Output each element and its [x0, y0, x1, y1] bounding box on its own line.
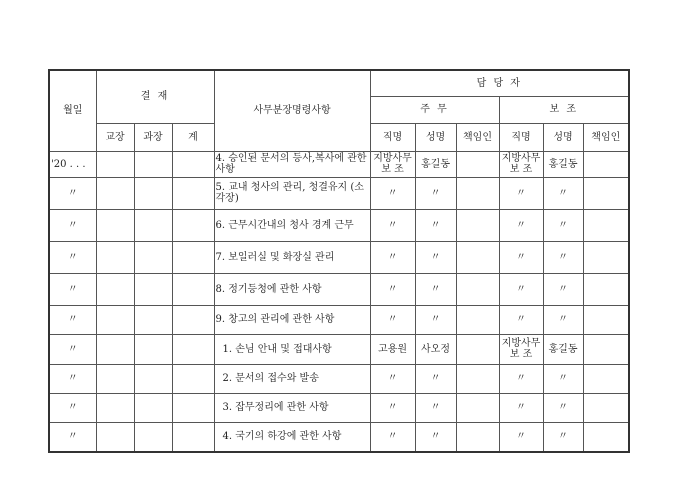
primary-position-cell: 〃 — [370, 364, 415, 393]
assistant-position-cell: 〃 — [499, 364, 543, 393]
approval-section-head-cell — [134, 209, 172, 241]
approval-section-head-cell — [134, 422, 172, 452]
approval-clerk-cell — [172, 209, 214, 241]
header-section-head: 과장 — [134, 123, 172, 151]
assistant-name-cell: 홍길동 — [543, 151, 583, 177]
primary-name-cell: 〃 — [415, 305, 456, 334]
table-row — [49, 305, 629, 334]
date-cell: 〃 — [49, 334, 96, 364]
assistant-name-cell: 〃 — [543, 273, 583, 305]
assistant-responsible-cell — [583, 422, 629, 452]
date-cell: 〃 — [49, 241, 96, 273]
assistant-position-cell: 〃 — [499, 393, 543, 422]
approval-clerk-cell — [172, 177, 214, 209]
approval-clerk-cell — [172, 393, 214, 422]
primary-position-cell: 〃 — [370, 209, 415, 241]
primary-responsible-cell — [456, 209, 499, 241]
table-row — [49, 177, 629, 209]
assistant-position-cell: 〃 — [499, 422, 543, 452]
approval-principal-cell — [96, 151, 134, 177]
primary-position-cell: 〃 — [370, 305, 415, 334]
header-assistant-responsible: 책임인 — [583, 123, 629, 151]
primary-name-cell: 〃 — [415, 177, 456, 209]
task-cell: 3. 잡무정리에 관한 사항 — [214, 393, 370, 422]
assistant-responsible-cell — [583, 334, 629, 364]
primary-name-cell: 사오정 — [415, 334, 456, 364]
date-cell: 〃 — [49, 393, 96, 422]
header-primary-responsible: 책임인 — [456, 123, 499, 151]
table-row — [49, 393, 629, 422]
approval-clerk-cell — [172, 364, 214, 393]
assistant-name-cell: 〃 — [543, 422, 583, 452]
assistant-position-cell: 〃 — [499, 241, 543, 273]
approval-section-head-cell — [134, 334, 172, 364]
primary-position-cell: 〃 — [370, 393, 415, 422]
assistant-name-cell: 홍길동 — [543, 334, 583, 364]
duty-assignment-table — [48, 69, 630, 453]
primary-name-cell: 〃 — [415, 241, 456, 273]
table-row — [49, 151, 629, 177]
table-row — [49, 422, 629, 452]
assistant-position-cell: 〃 — [499, 209, 543, 241]
approval-clerk-cell — [172, 305, 214, 334]
assistant-position-cell: 〃 — [499, 273, 543, 305]
assistant-name-cell: 〃 — [543, 241, 583, 273]
primary-name-cell: 〃 — [415, 422, 456, 452]
primary-position-cell: 〃 — [370, 422, 415, 452]
date-cell: 〃 — [49, 177, 96, 209]
task-cell: 9. 창고의 관리에 관한 사항 — [214, 305, 370, 334]
header-task: 사무분장명령사항 — [214, 70, 370, 151]
primary-responsible-cell — [456, 177, 499, 209]
assistant-responsible-cell — [583, 364, 629, 393]
primary-name-cell: 〃 — [415, 273, 456, 305]
header-approval: 결 재 — [96, 70, 214, 123]
table-row — [49, 209, 629, 241]
date-cell: 〃 — [49, 422, 96, 452]
primary-position-cell: 고용원 — [370, 334, 415, 364]
primary-name-cell: 〃 — [415, 209, 456, 241]
header-assistant: 보 조 — [499, 96, 629, 123]
primary-position-cell: 〃 — [370, 241, 415, 273]
primary-position-cell: 지방사무 보 조 — [370, 151, 415, 177]
approval-section-head-cell — [134, 393, 172, 422]
approval-principal-cell — [96, 364, 134, 393]
header-assistant-name: 성명 — [543, 123, 583, 151]
approval-principal-cell — [96, 334, 134, 364]
header-primary-name: 성명 — [415, 123, 456, 151]
assistant-responsible-cell — [583, 209, 629, 241]
assistant-position-cell: 지방사무 보 조 — [499, 151, 543, 177]
header-primary-position: 직명 — [370, 123, 415, 151]
assistant-responsible-cell — [583, 241, 629, 273]
primary-responsible-cell — [456, 151, 499, 177]
task-cell: 5. 교내 청사의 관리, 청결유지 (소각장) — [214, 177, 370, 209]
assistant-name-cell: 〃 — [543, 177, 583, 209]
task-cell: 4. 승인된 문서의 등사,복사에 관한 사항 — [214, 151, 370, 177]
header-clerk: 계 — [172, 123, 214, 151]
primary-responsible-cell — [456, 334, 499, 364]
approval-clerk-cell — [172, 334, 214, 364]
task-cell: 2. 문서의 접수와 발송 — [214, 364, 370, 393]
approval-clerk-cell — [172, 241, 214, 273]
approval-principal-cell — [96, 305, 134, 334]
primary-responsible-cell — [456, 422, 499, 452]
task-cell: 4. 국기의 하강에 관한 사항 — [214, 422, 370, 452]
primary-name-cell: 홍길동 — [415, 151, 456, 177]
approval-section-head-cell — [134, 151, 172, 177]
assistant-name-cell: 〃 — [543, 393, 583, 422]
approval-principal-cell — [96, 273, 134, 305]
approval-section-head-cell — [134, 241, 172, 273]
assistant-position-cell: 지방사무 보 조 — [499, 334, 543, 364]
approval-section-head-cell — [134, 273, 172, 305]
table-row — [49, 241, 629, 273]
task-cell: 6. 근무시간내의 청사 경계 근무 — [214, 209, 370, 241]
approval-principal-cell — [96, 209, 134, 241]
primary-name-cell: 〃 — [415, 364, 456, 393]
assistant-name-cell: 〃 — [543, 209, 583, 241]
header-principal: 교장 — [96, 123, 134, 151]
approval-clerk-cell — [172, 422, 214, 452]
assistant-responsible-cell — [583, 305, 629, 334]
approval-principal-cell — [96, 177, 134, 209]
primary-responsible-cell — [456, 393, 499, 422]
primary-position-cell: 〃 — [370, 177, 415, 209]
approval-principal-cell — [96, 393, 134, 422]
assistant-position-cell: 〃 — [499, 177, 543, 209]
approval-section-head-cell — [134, 177, 172, 209]
date-cell: 〃 — [49, 209, 96, 241]
table-row — [49, 273, 629, 305]
approval-principal-cell — [96, 422, 134, 452]
assistant-responsible-cell — [583, 273, 629, 305]
primary-responsible-cell — [456, 305, 499, 334]
task-cell: 7. 보일러실 및 화장실 관리 — [214, 241, 370, 273]
table-row — [49, 334, 629, 364]
header-month-day: 월일 — [49, 70, 96, 151]
date-cell: 〃 — [49, 273, 96, 305]
primary-responsible-cell — [456, 364, 499, 393]
assistant-name-cell: 〃 — [543, 305, 583, 334]
table-row — [49, 364, 629, 393]
date-cell: 〃 — [49, 364, 96, 393]
approval-clerk-cell — [172, 151, 214, 177]
approval-section-head-cell — [134, 364, 172, 393]
date-cell: 〃 — [49, 305, 96, 334]
approval-principal-cell — [96, 241, 134, 273]
task-cell: 8. 정기등청에 관한 사항 — [214, 273, 370, 305]
assistant-responsible-cell — [583, 177, 629, 209]
date-cell: '20 . . . — [49, 151, 96, 177]
header-primary: 주 무 — [370, 96, 499, 123]
primary-responsible-cell — [456, 241, 499, 273]
assistant-responsible-cell — [583, 393, 629, 422]
assistant-responsible-cell — [583, 151, 629, 177]
approval-section-head-cell — [134, 305, 172, 334]
approval-clerk-cell — [172, 273, 214, 305]
primary-name-cell: 〃 — [415, 393, 456, 422]
primary-responsible-cell — [456, 273, 499, 305]
assistant-name-cell: 〃 — [543, 364, 583, 393]
primary-position-cell: 〃 — [370, 273, 415, 305]
task-cell: 1. 손님 안내 및 접대사항 — [214, 334, 370, 364]
header-assistant-position: 직명 — [499, 123, 543, 151]
assistant-position-cell: 〃 — [499, 305, 543, 334]
header-in-charge: 담 당 자 — [370, 70, 629, 96]
